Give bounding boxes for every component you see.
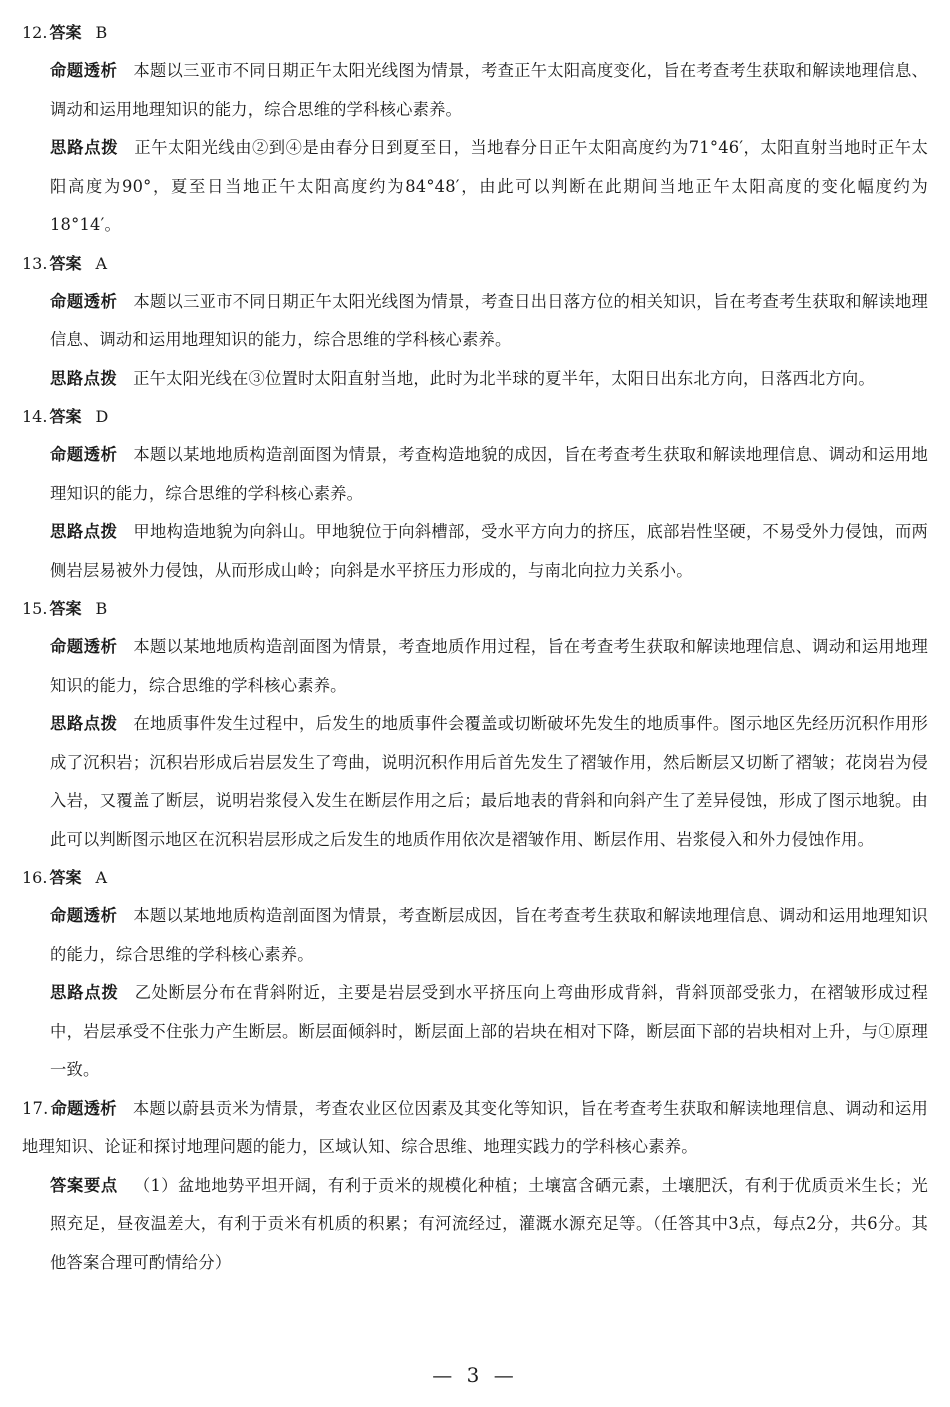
answer-label: 答案 [49, 407, 82, 426]
question-12 [22, 14, 928, 245]
analysis-text: 本题以某地地质构造剖面图为情景，考查构造地貌的成因，旨在考查考生获取和解读地理信息、调动和运用地理知识的能力，综合思维的学科核心素养。 [50, 445, 928, 503]
answer-value: A [95, 253, 108, 273]
question-16 [22, 859, 928, 1090]
question-15 [22, 590, 928, 859]
hint-paragraph [50, 705, 928, 859]
answer-line [22, 859, 928, 897]
answer-value: A [95, 868, 108, 887]
analysis-label: 命题透析 [50, 637, 118, 656]
answer-value: B [95, 599, 108, 618]
page-number: — 3 — [432, 1363, 518, 1387]
answer-label: 答案 [49, 23, 82, 42]
hint-paragraph [50, 129, 928, 245]
hint-text: 甲地构造地貌为向斜山。甲地貌位于向斜槽部，受水平方向力的挤压，底部岩性坚硬，不易受外力侵蚀，而两侧岩层易被外力侵蚀，从而形成山岭；向斜是水平挤压力形成的，与南北向拉力关系小。 [50, 522, 928, 580]
answer-label: 答案 [49, 868, 82, 887]
hint-label: 思路点拨 [50, 983, 119, 1002]
answer-line [22, 590, 928, 628]
answer-label: 答案 [49, 599, 82, 618]
hint-text: 乙处断层分布在背斜附近，主要是岩层受到水平挤压向上弯曲形成背斜，背斜顶部受张力，在褶皱形成过程中，岩层承受不住张力产生断层。断层面倾斜时，断层面上部的岩块在相对下降，断层面下部的岩块相对上升，与①原理一致。 [50, 983, 928, 1079]
answer-line [22, 14, 928, 52]
hint-label: 思路点拨 [50, 368, 118, 388]
hint-text: 在地质事件发生过程中，后发生的地质事件会覆盖或切断破坏先发生的地质事件。图示地区先经历沉积作用形成了沉积岩；沉积岩形成后岩层发生了弯曲，说明沉积作用后首先发生了褶皱作用，然后断层又切断了褶皱；花岗岩为侵入岩，又覆盖了断层，说明岩浆侵入发生在断层作用之后；最后地表的背斜和向斜产生了差异侵蚀，形成了图示地貌。由此可以判断图示地区在沉积岩层形成之后发生的地质作用依次是褶皱作用、断层作用、岩浆侵入和外力侵蚀作用。 [50, 714, 928, 849]
question-13 [22, 245, 928, 399]
question-number: 13. [22, 253, 48, 273]
answer-points-text: （1）盆地地势平坦开阔，有利于贡米的规模化种植；土壤富含硒元素，土壤肥沃，有利于优质贡米生长；光照充足，昼夜温差大，有利于贡米有机质的积累；有河流经过，灌溉水源充足等。（任答其中3点，每点2分，共6分。其他答案合理可酌情给分） [50, 1175, 928, 1272]
hint-text: 正午太阳光线在③位置时太阳直射当地，此时为北半球的夏半年，太阳日出东北方向，日落西北方向。 [133, 368, 875, 388]
hint-text: 正午太阳光线由②到④是由春分日到夏至日，当地春分日正午太阳高度约为71°46′，太阳直射当地时正午太阳高度为90°，夏至日当地正午太阳高度约为84°48′，由此可以判断在此期间当地正午太阳高度的变化幅度约为18°14′。 [50, 138, 928, 234]
question-number: 14. [22, 407, 48, 426]
analysis-text: 本题以蔚县贡米为情景，考查农业区位因素及其变化等知识，旨在考查考生获取和解读地理信息、调动和运用地理知识、论证和探讨地理问题的能力，区域认知、综合思维、地理实践力的学科核心素养。 [22, 1098, 928, 1156]
hint-label: 思路点拨 [50, 522, 118, 541]
hint-label: 思路点拨 [50, 714, 118, 733]
analysis-paragraph [50, 897, 928, 974]
answer-line [22, 245, 928, 283]
answer-points-paragraph [50, 1167, 928, 1283]
question-14 [22, 398, 928, 590]
analysis-paragraph [22, 1090, 928, 1167]
question-number: 17. [22, 1098, 49, 1118]
analysis-label: 命题透析 [50, 61, 118, 80]
analysis-label: 命题透析 [50, 445, 118, 464]
analysis-text: 本题以三亚市不同日期正午太阳光线图为情景，考查日出日落方位的相关知识，旨在考查考生获取和解读地理信息、调动和运用地理知识的能力，综合思维的学科核心素养。 [50, 291, 928, 349]
hint-label: 思路点拨 [50, 138, 119, 157]
question-number: 15. [22, 599, 48, 618]
analysis-paragraph [50, 283, 928, 360]
answer-value: D [95, 407, 109, 426]
analysis-paragraph [50, 628, 928, 705]
analysis-text: 本题以三亚市不同日期正午太阳光线图为情景，考查正午太阳高度变化，旨在考查考生获取和解读地理信息、调动和运用地理知识的能力，综合思维的学科核心素养。 [50, 61, 928, 119]
question-number: 16. [22, 868, 48, 887]
answer-points-label: 答案要点 [50, 1175, 118, 1195]
analysis-paragraph [50, 436, 928, 513]
hint-paragraph [50, 513, 928, 590]
analysis-label: 命题透析 [50, 291, 118, 311]
question-17 [22, 1090, 928, 1283]
analysis-text: 本题以某地地质构造剖面图为情景，考查地质作用过程，旨在考查考生获取和解读地理信息、调动和运用地理知识的能力，综合思维的学科核心素养。 [50, 637, 928, 695]
answer-value: B [95, 23, 108, 42]
analysis-paragraph [50, 52, 928, 129]
analysis-label: 命题透析 [50, 1098, 117, 1118]
hint-paragraph [50, 974, 928, 1090]
answer-label: 答案 [49, 253, 82, 273]
hint-paragraph [50, 360, 928, 399]
analysis-label: 命题透析 [50, 906, 118, 925]
answer-line [22, 398, 928, 436]
question-number: 12. [22, 23, 48, 42]
analysis-text: 本题以某地地质构造剖面图为情景，考查断层成因，旨在考查考生获取和解读地理信息、调动和运用地理知识的能力，综合思维的学科核心素养。 [50, 906, 928, 964]
